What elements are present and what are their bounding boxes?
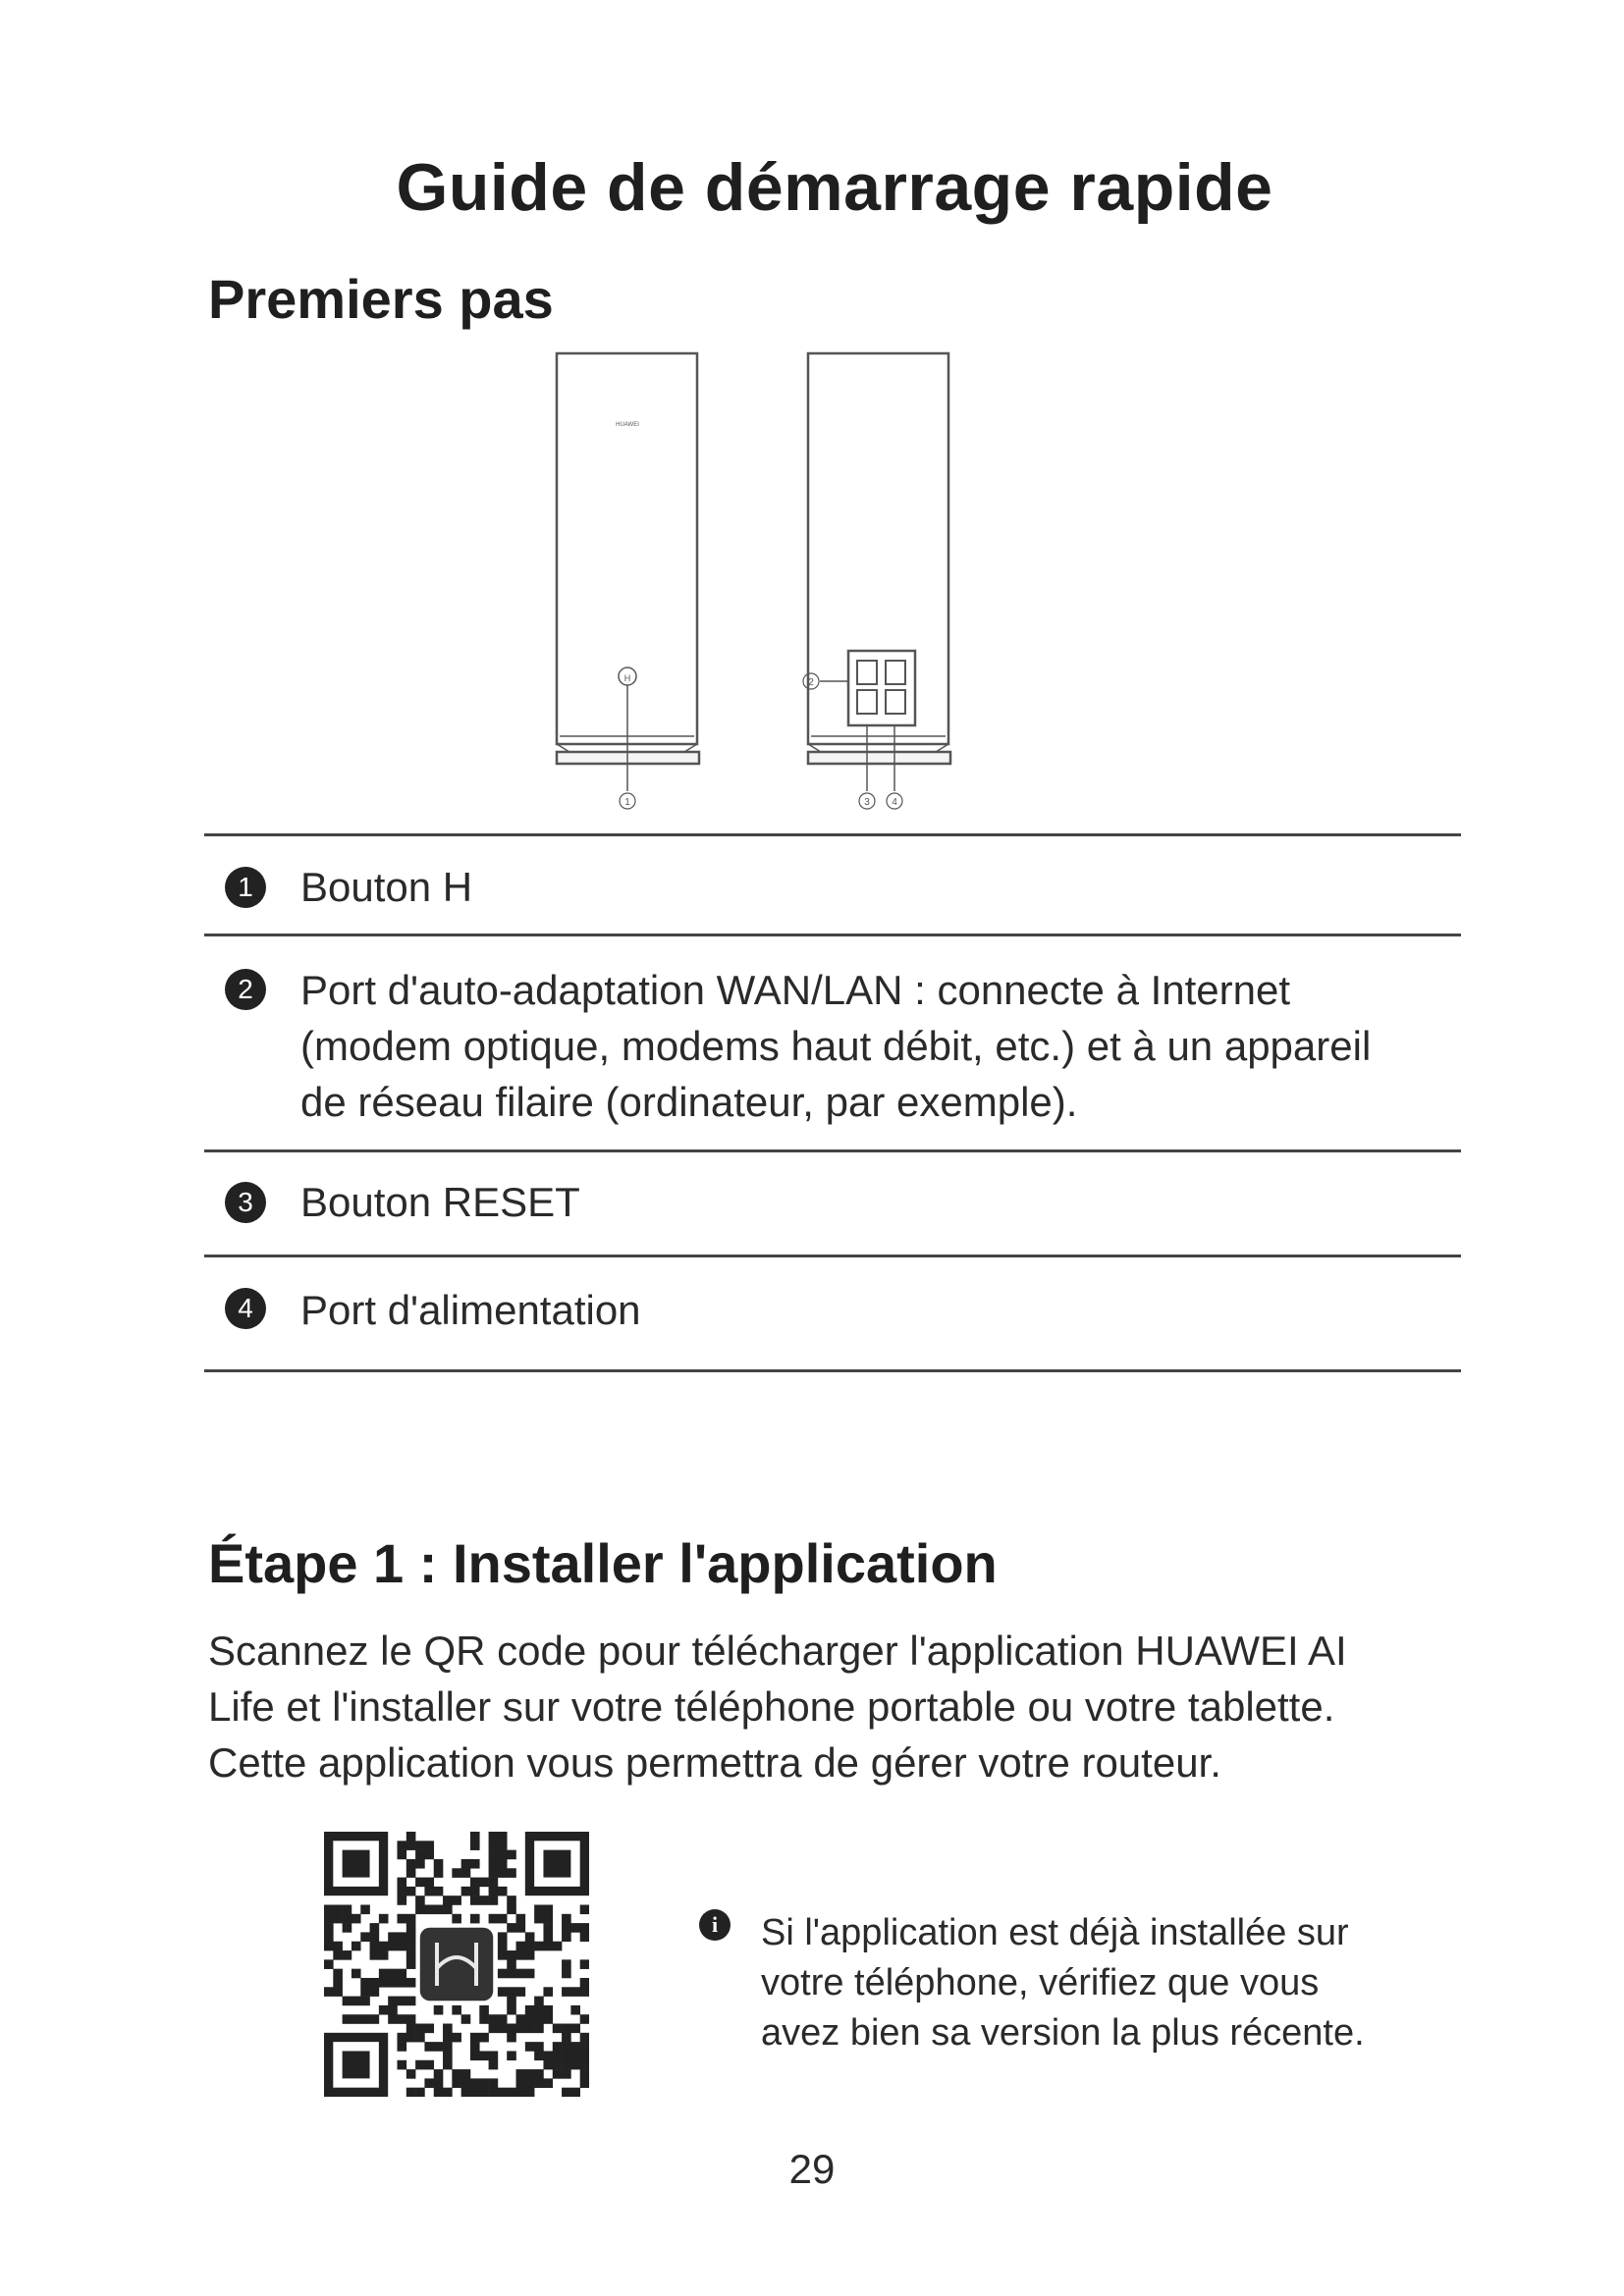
item-text: Bouton RESET (300, 1179, 580, 1225)
number-badge: 1 (225, 867, 266, 908)
huawei-ai-life-logo (420, 1928, 493, 2001)
qr-finder-pattern (329, 1837, 384, 1892)
qr-finder-pattern (329, 2037, 384, 2092)
list-item (204, 1257, 1461, 1369)
note-line: avez bien sa version la plus récente. (761, 2012, 1365, 2054)
section-heading-premiers-pas: Premiers pas (208, 268, 554, 330)
note-text (761, 1908, 1468, 2058)
list-item (204, 836, 1461, 934)
item-text-line: Port d'auto-adaptation WAN/LAN : connecte à Internet (300, 967, 1291, 1013)
router-illustration (530, 342, 1001, 823)
callout-1: 1 (624, 797, 630, 808)
qr-code (324, 1832, 589, 2097)
paragraph-line: Life et l'installer sur votre téléphone portable ou votre tablette. (208, 1683, 1335, 1730)
paragraph-line: Scannez le QR code pour télécharger l'application HUAWEI AI (208, 1628, 1347, 1674)
number-badge: 3 (225, 1182, 266, 1223)
brand-label: HUAWEI (616, 422, 639, 428)
paragraph-line: Cette application vous permettra de gérer votre routeur. (208, 1739, 1221, 1786)
info-icon: i (699, 1909, 731, 1941)
number-badge: 4 (225, 1288, 266, 1329)
qr-finder-pattern (529, 1837, 584, 1892)
page-title: Guide de démarrage rapide (396, 150, 1273, 225)
item-text: Port d'alimentation (300, 1287, 641, 1333)
callout-4: 4 (892, 797, 897, 808)
install-instructions (208, 1623, 1455, 1790)
item-text: Bouton H (300, 864, 473, 910)
item-text-line: (modem optique, modems haut débit, etc.) et à un appareil (300, 1023, 1372, 1069)
note-line: votre téléphone, vérifiez que vous (761, 1962, 1320, 2003)
item-text (300, 962, 1461, 1130)
component-list (204, 833, 1461, 1372)
divider (204, 1369, 1461, 1372)
list-item (204, 936, 1461, 1149)
page-number: 29 (788, 2146, 836, 2192)
item-text-line: de réseau filaire (ordinateur, par exemple). (300, 1079, 1078, 1125)
list-item (204, 1152, 1461, 1255)
note-line: Si l'application est déjà installée sur (761, 1912, 1349, 1953)
number-badge: 2 (225, 969, 266, 1010)
svg-text:H: H (623, 673, 631, 683)
callout-3: 3 (864, 797, 870, 808)
section-heading-etape-1: Étape 1 : Installer l'application (208, 1532, 998, 1594)
callout-2: 2 (808, 677, 814, 688)
